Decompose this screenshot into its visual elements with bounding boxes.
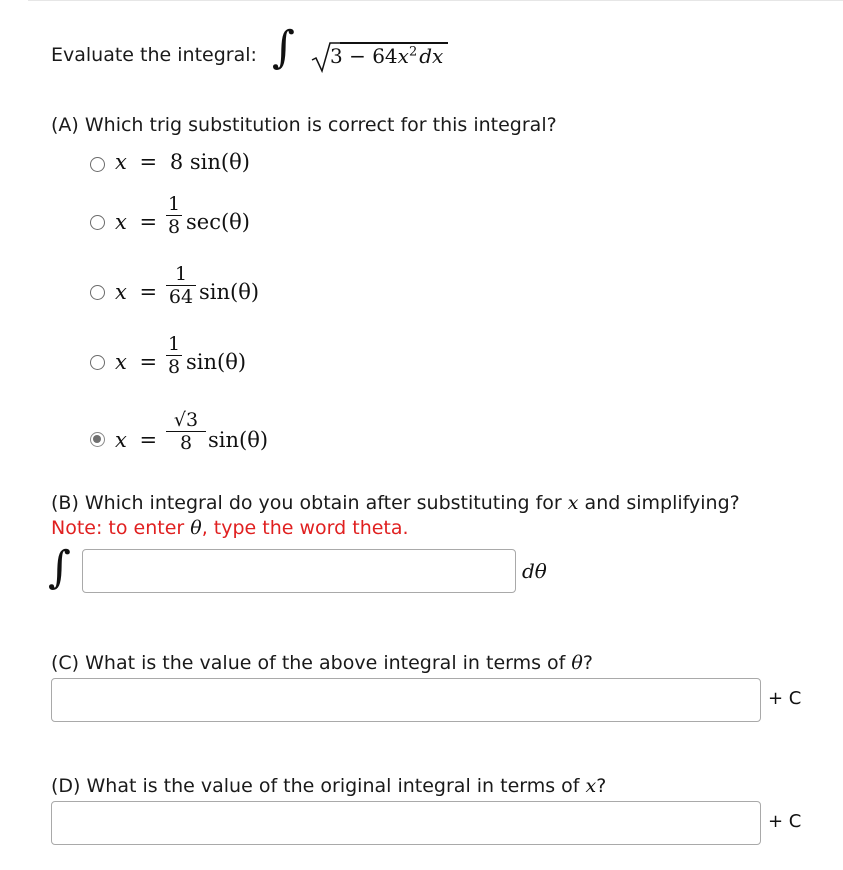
option-5-lhs: x <box>115 428 127 452</box>
option-1-radio[interactable] <box>90 157 105 172</box>
prompt-label: Evaluate the integral: <box>51 44 257 66</box>
part-b-question <box>51 492 740 514</box>
option-1-coef: 8 <box>169 150 184 174</box>
option-3-denominator: 64 <box>168 286 194 309</box>
option-2-lhs-group <box>115 210 163 234</box>
part-d-answer-input[interactable] <box>51 801 761 845</box>
option-5-numerator: √3 <box>173 409 199 431</box>
option-5-equals: = <box>139 428 158 452</box>
radicand <box>330 44 443 68</box>
part-a-question: (A) Which trig substitution is correct for this integral? <box>51 114 557 136</box>
radicand-head: 3 − 64 <box>330 44 398 68</box>
part-c-question-post: ? <box>582 652 593 674</box>
option-2-func: sec(θ) <box>186 210 250 234</box>
option-3-fraction <box>166 264 196 307</box>
differential-dx: dx <box>419 44 444 68</box>
option-1-func: sin(θ) <box>189 150 250 174</box>
option-4-radio[interactable] <box>90 355 105 370</box>
option-5-func: sin(θ) <box>208 428 269 452</box>
part-b-question-var: x <box>567 492 579 514</box>
part-b-answer-input[interactable] <box>82 549 516 593</box>
part-b-question-post: and simplifying? <box>578 492 740 514</box>
option-3-lhs-group <box>115 280 163 304</box>
option-4-equals: = <box>139 350 158 374</box>
part-b-differential: dθ <box>522 559 547 583</box>
option-2-radio[interactable] <box>90 215 105 230</box>
option-5-denominator: 8 <box>179 432 193 455</box>
part-d-question <box>51 775 606 797</box>
integral-sign: ∫ <box>272 22 295 73</box>
option-2-denominator: 8 <box>167 216 181 239</box>
sqrt-bar <box>340 42 448 44</box>
part-b-question-pre: (B) Which integral do you obtain after substituting for <box>51 492 568 514</box>
option-3-func: sin(θ) <box>199 280 260 304</box>
option-3-radio[interactable] <box>90 285 105 300</box>
part-d-question-var: x <box>585 775 597 797</box>
part-d-question-post: ? <box>596 775 607 797</box>
option-4-func: sin(θ) <box>186 350 247 374</box>
part-b-note <box>51 517 409 539</box>
part-d-question-pre: (D) What is the value of the original integral in terms of <box>51 775 586 797</box>
option-4-denominator: 8 <box>167 356 181 379</box>
part-c-constant: + C <box>768 688 802 709</box>
part-b-note-var: θ <box>190 517 202 539</box>
part-c-answer-input[interactable] <box>51 678 761 722</box>
option-1-lhs: x <box>115 150 127 174</box>
part-b-integral-sign: ∫ <box>48 542 71 593</box>
option-2-fraction <box>166 194 182 237</box>
part-c-question <box>51 652 593 674</box>
part-c-question-pre: (C) What is the value of the above integral in terms of <box>51 652 572 674</box>
top-divider <box>28 0 843 1</box>
option-3-lhs: x <box>115 280 127 304</box>
part-c-question-var: θ <box>571 652 583 674</box>
part-d-constant: + C <box>768 811 802 832</box>
option-5-fraction <box>166 410 206 453</box>
option-2-numerator: 1 <box>167 193 181 215</box>
option-2-lhs: x <box>115 210 127 234</box>
radicand-var: x <box>397 44 409 68</box>
option-5-radio[interactable] <box>90 432 105 447</box>
part-b-note-post: , type the word theta. <box>201 517 409 539</box>
option-3-equals: = <box>139 280 158 304</box>
option-3-numerator: 1 <box>174 263 188 285</box>
option-1-expression <box>115 150 250 174</box>
option-4-fraction <box>166 334 182 377</box>
option-2-equals: = <box>139 210 158 234</box>
option-4-lhs-group <box>115 350 163 374</box>
part-b-note-pre: Note: to enter <box>51 517 191 539</box>
option-4-lhs: x <box>115 350 127 374</box>
radicand-exponent: 2 <box>408 44 418 60</box>
option-1-equals: = <box>139 150 158 174</box>
option-5-lhs-group <box>115 428 163 452</box>
option-4-numerator: 1 <box>167 333 181 355</box>
